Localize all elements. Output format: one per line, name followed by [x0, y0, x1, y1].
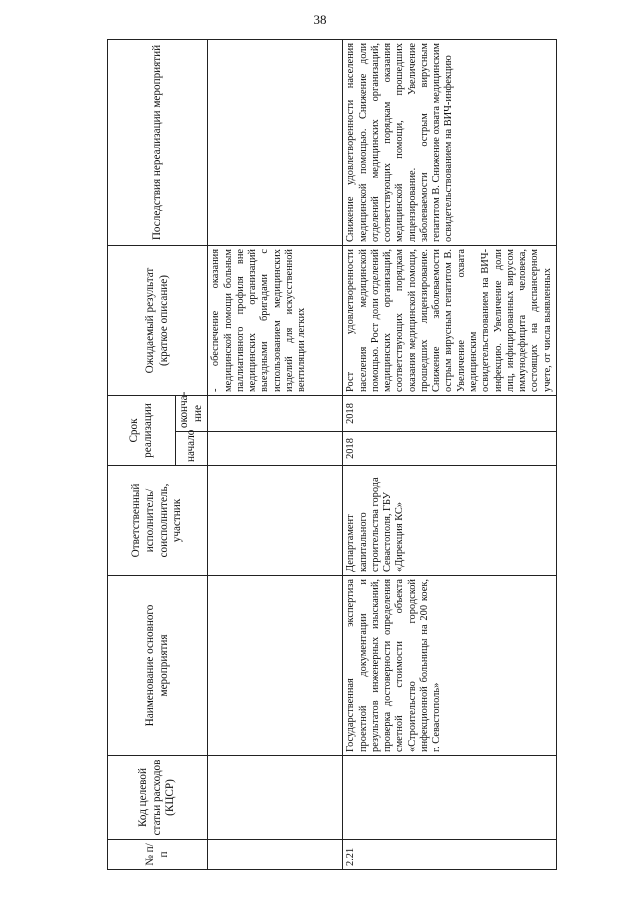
cell-code	[343, 756, 557, 840]
cell-code	[208, 756, 343, 840]
header-code: Код целевой статьи расходов (КЦСР)	[108, 756, 208, 840]
cell-num	[208, 840, 343, 870]
header-name: Наименование основного мероприятия	[108, 576, 208, 756]
table-row	[343, 40, 557, 870]
cell-end	[208, 396, 343, 432]
header-row	[108, 40, 176, 870]
header-responsible: Ответственный исполнитель/ соисполнитель, участник	[108, 466, 208, 576]
cell-num: 2.21	[343, 840, 557, 870]
cell-consequences	[208, 40, 343, 246]
cell-responsible	[208, 466, 343, 576]
header-end: оконча-ние	[176, 396, 208, 432]
header-period: Срок реализации	[108, 396, 176, 466]
cell-start	[208, 432, 343, 466]
cell-name: Государственная экспертиза проектной документации и результатов инженерных изысканий, проверка достоверности определения сметной стоимости объекта «Строительство городской инфекционной больницы на 200 коек, г. Севастополь»	[343, 576, 557, 756]
header-consequences: Последствия нереализации мероприятий	[108, 40, 208, 246]
rotated-table-container	[107, 40, 553, 870]
page-number: 38	[313, 12, 327, 27]
cell-result: Рост удовлетворенности населения медицинской помощью. Рост доли отделений медицинских организаций, соответствующих порядкам оказания медицинской помощи, прошедших лицензирование. Снижение заболеваемости острым вирусным гепатитом В. Увеличение охвата медицинским освидетельствованием на ВИЧ-инфекцию. Увеличение доли лиц, инфицированных вирусом иммунодефицита человека, состоящих на диспансерном учете, от числа выявленных	[343, 246, 557, 396]
header-num: № п/п	[108, 840, 208, 870]
cell-end: 2018	[343, 396, 557, 432]
header-start: начало	[176, 432, 208, 466]
cell-start: 2018	[343, 432, 557, 466]
header-result: Ожидаемый результат (краткое описание)	[108, 246, 208, 396]
cell-responsible: Департамент капитального строительства города Севастополя, ГБУ «Дирекция КС»	[343, 466, 557, 576]
cell-name	[208, 576, 343, 756]
cell-consequences: Снижение удовлетворенности населения медицинской помощью. Снижение доли отделений медицинских организаций, соответствующих порядкам оказания медицинской помощи, прошедших лицензирование. Увеличение заболеваемости острым вирусным гепатитом В. Снижение охвата медицинским освидетельствованием на ВИЧ-инфекцию	[343, 40, 557, 246]
cell-result: - обеспечение оказания медицинской помощи больным паллиативного профиля вне медицинских организаций выездными бригадами с использованием медицинских изделий для искусственной вентиляции легких	[208, 246, 343, 396]
table-row	[208, 40, 343, 870]
measures-table	[107, 39, 557, 870]
